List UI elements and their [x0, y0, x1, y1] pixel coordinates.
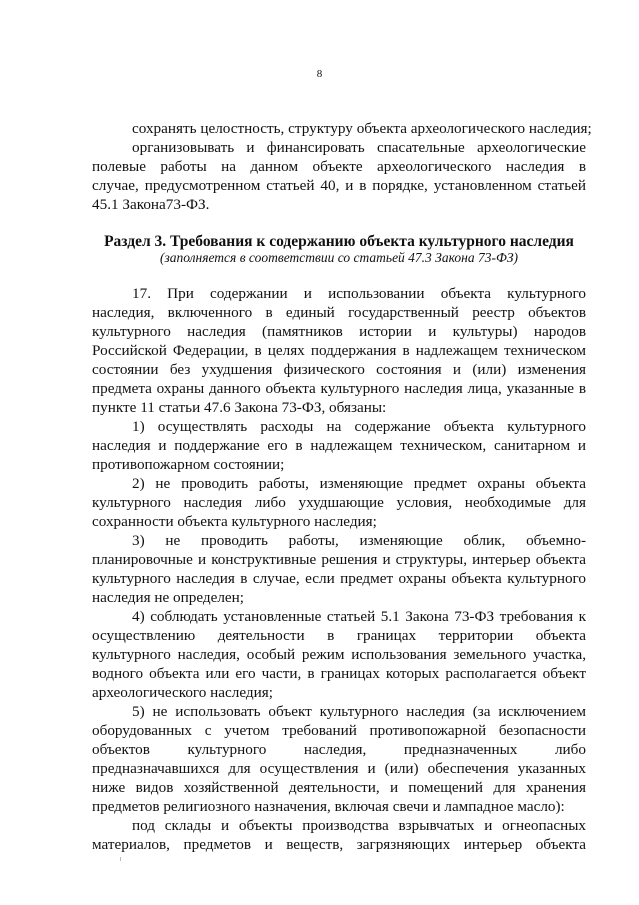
text-line: оборудованных с учетом требований противопожарной безопасности: [92, 722, 586, 739]
text-line: культурного наследия либо ухудшающие условия, необходимые для: [92, 494, 586, 511]
text-line: водного объекта или его части, в границах которых располагается объект: [92, 665, 586, 682]
scan-mark: [120, 857, 125, 861]
text-line: сохранности объекта культурного наследия;: [92, 513, 377, 530]
text-line: 17. При содержании и использовании объекта культурного: [132, 285, 586, 302]
text-line: сохранять целостность, структуру объекта археологического наследия;: [132, 120, 592, 137]
page-number: 8: [316, 68, 323, 80]
text-line: состоянии без ухудшения физического состояния и (или) изменения: [92, 361, 586, 378]
text-line: планировочные и конструктивные решения и структуры, интерьер объекта: [92, 551, 586, 568]
text-line: наследия и поддержание его в надлежащем техническом, санитарном и: [92, 437, 586, 454]
section-title: Раздел 3. Требования к содержанию объекта культурного наследия: [104, 233, 574, 250]
text-line: Российской Федерации, в целях поддержания в надлежащем техническом: [92, 342, 586, 359]
text-line: 4) соблюдать установленные статьей 5.1 Закона 73-ФЗ требования к: [132, 608, 586, 625]
text-line: ниже видов хозяйственной деятельности, и помещений для хранения: [92, 779, 586, 796]
text-line: 1) осуществлять расходы на содержание объекта культурного: [132, 418, 586, 435]
text-line: осуществлению деятельности в границах территории объекта: [92, 627, 586, 644]
text-line: археологического наследия;: [92, 684, 273, 701]
text-line: противопожарном состоянии;: [92, 456, 285, 473]
text-line: 3) не проводить работы, изменяющие облик, объемно-: [132, 532, 586, 549]
text-line: пункте 11 статьи 47.6 Закона 73-ФЗ, обязаны:: [92, 399, 387, 416]
text-line: материалов, предметов и веществ, загрязняющих интерьер объекта: [92, 836, 586, 853]
text-line: культурного наследия, особый режим использования земельного участка,: [92, 646, 586, 663]
text-line: предназначавшихся для осуществления и (или) обеспечения указанных: [92, 760, 586, 777]
text-line: предметов религиозного назначения, включая свечи и лампадное масло):: [92, 798, 565, 815]
text-line: случае, предусмотренном статьей 40, и в порядке, установленном статьей: [92, 177, 586, 194]
text-line: культурного наследия в случае, если предмет охраны объекта культурного: [92, 570, 586, 587]
text-line: предмета охраны данного объекта культурного наследия лица, указанные в: [92, 380, 586, 397]
text-line: культурного наследия (памятников истории и культуры) народов: [92, 323, 586, 340]
text-line: наследия, включенного в единый государственный реестр объектов: [92, 304, 586, 321]
text-line: организовывать и финансировать спасательные археологические: [132, 139, 586, 156]
text-line: под склады и объекты производства взрывчатых и огнеопасных: [132, 817, 586, 834]
body-text: [92, 284, 586, 854]
text-line: полевые работы на данном объекте археологического наследия в: [92, 158, 586, 175]
text-line: наследия не определен;: [92, 589, 245, 606]
section-subtitle: (заполняется в соответствии со статьей 47.3 Закона 73-ФЗ): [159, 250, 519, 265]
intro-paragraph: [92, 119, 592, 214]
text-line: 45.1 Закона73-ФЗ.: [92, 196, 210, 213]
text-line: объектов культурного наследия, предназначенных либо: [92, 741, 586, 758]
text-line: 2) не проводить работы, изменяющие предмет охраны объекта: [132, 475, 586, 492]
text-line: 5) не использовать объект культурного наследия (за исключением: [132, 703, 586, 720]
